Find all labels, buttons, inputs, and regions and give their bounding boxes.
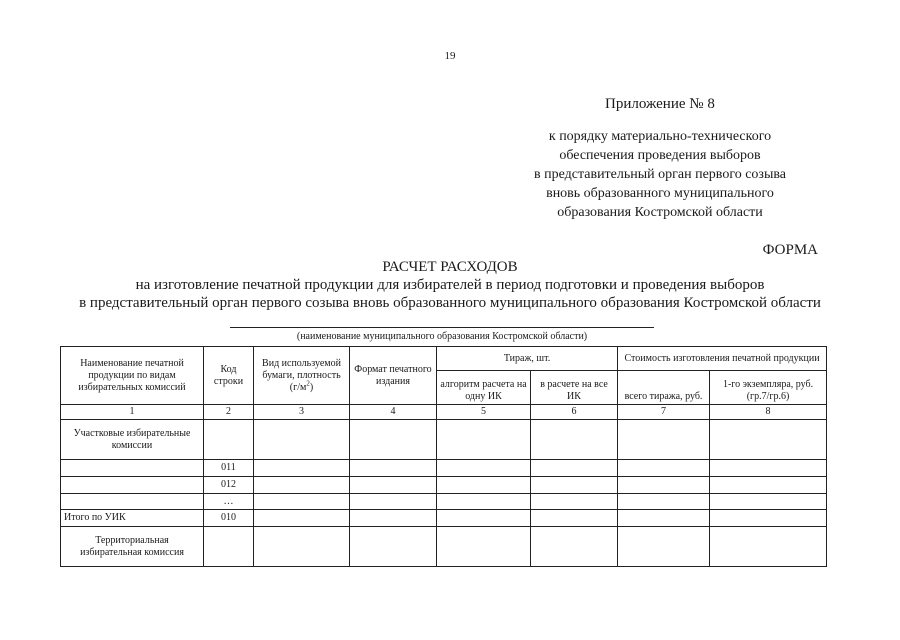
table-cell [710, 460, 827, 477]
table-cell [710, 494, 827, 510]
appendix-title: Приложение № 8 [605, 96, 715, 112]
row-code: 011 [204, 460, 254, 477]
reference-line: в представительный орган первого созыва [533, 167, 787, 182]
header-cost-unit: 1-го экземпляра, руб. (гр.7/гр.6) [710, 371, 827, 405]
table-row [61, 527, 827, 567]
table-cell [618, 477, 710, 494]
header-paper-sup: 2 [306, 379, 310, 388]
table-cell [618, 527, 710, 567]
page-number: 19 [444, 50, 456, 62]
table-cell [618, 494, 710, 510]
header-paper-text: Вид используемой бумаги, плотность (г/м [262, 357, 341, 393]
table-cell [618, 510, 710, 527]
column-number: 2 [204, 405, 254, 420]
table-cell [710, 510, 827, 527]
reference-line: вновь образованного муниципального [546, 186, 774, 201]
row-name: Участковые избирательные комиссии [61, 420, 204, 460]
header-cost: Стоимость изготовления печатной продукции [618, 347, 827, 371]
row-name: Итого по УИК [61, 510, 204, 527]
table-cell [531, 510, 618, 527]
table-row [61, 494, 827, 510]
table-cell [710, 527, 827, 567]
column-number: 7 [618, 405, 710, 420]
header-circulation: Тираж, шт. [437, 347, 618, 371]
municipality-caption: (наименование муниципального образования Костромской области) [296, 331, 588, 342]
table-cell [437, 420, 531, 460]
table-cell [350, 477, 437, 494]
table-cell [437, 527, 531, 567]
form-label: ФОРМА [762, 242, 818, 258]
row-code: 010 [204, 510, 254, 527]
table-cell [531, 527, 618, 567]
row-name [61, 494, 204, 510]
column-number: 4 [350, 405, 437, 420]
table-cell [437, 510, 531, 527]
column-number: 5 [437, 405, 531, 420]
table-cell [350, 420, 437, 460]
table-cell [254, 494, 350, 510]
column-number: 8 [710, 405, 827, 420]
reference-line: обеспечения проведения выборов [559, 148, 761, 163]
row-name: Территориальная избирательная комиссия [61, 527, 204, 567]
table-cell [254, 460, 350, 477]
header-circ-algorithm: алгоритм расчета на одну ИК [437, 371, 531, 405]
column-number: 1 [61, 405, 204, 420]
title-subtitle: в представительный орган первого созыва вновь образованного муниципального образования Костромской области [79, 295, 821, 311]
table-row [61, 460, 827, 477]
row-name [61, 477, 204, 494]
table-cell [254, 510, 350, 527]
header-cost-total: всего тиража, руб. [618, 371, 710, 405]
appendix-reference [510, 127, 810, 222]
title-main: РАСЧЕТ РАСХОДОВ [382, 259, 518, 275]
table-cell [254, 420, 350, 460]
header-circ-total: в расчете на все ИК [531, 371, 618, 405]
row-name [61, 460, 204, 477]
table-cell [531, 420, 618, 460]
table-cell [531, 494, 618, 510]
row-code: … [204, 494, 254, 510]
header-paper [254, 347, 350, 405]
table-cell [350, 494, 437, 510]
table-cell [350, 510, 437, 527]
cost-table [60, 346, 827, 567]
row-code [204, 420, 254, 460]
table-cell [437, 477, 531, 494]
reference-line: образования Костромской области [557, 205, 763, 220]
table-cell [254, 477, 350, 494]
table-cell [710, 477, 827, 494]
table-cell [254, 527, 350, 567]
table-row [61, 477, 827, 494]
column-number: 6 [531, 405, 618, 420]
header-format: Формат печатного издания [350, 347, 437, 405]
table-row [61, 420, 827, 460]
reference-line: к порядку материально-технического [548, 129, 772, 144]
municipality-field-line [230, 327, 654, 328]
column-number-row [61, 405, 827, 420]
table-cell [618, 420, 710, 460]
row-code: 012 [204, 477, 254, 494]
table-cell [531, 477, 618, 494]
title-subtitle: на изготовление печатной продукции для избирателей в период подготовки и проведения выборов [135, 277, 765, 293]
table-cell [618, 460, 710, 477]
header-code: Код строки [204, 347, 254, 405]
row-code [204, 527, 254, 567]
table-cell [531, 460, 618, 477]
table-cell [350, 460, 437, 477]
header-paper-close: ) [309, 381, 314, 393]
table-cell [350, 527, 437, 567]
document-title [0, 258, 900, 312]
column-number: 3 [254, 405, 350, 420]
header-row [61, 347, 827, 371]
header-product: Наименование печатной продукции по видам избирательных комиссий [61, 347, 204, 405]
table-row [61, 510, 827, 527]
table-cell [437, 494, 531, 510]
table-cell [710, 420, 827, 460]
table-cell [437, 460, 531, 477]
